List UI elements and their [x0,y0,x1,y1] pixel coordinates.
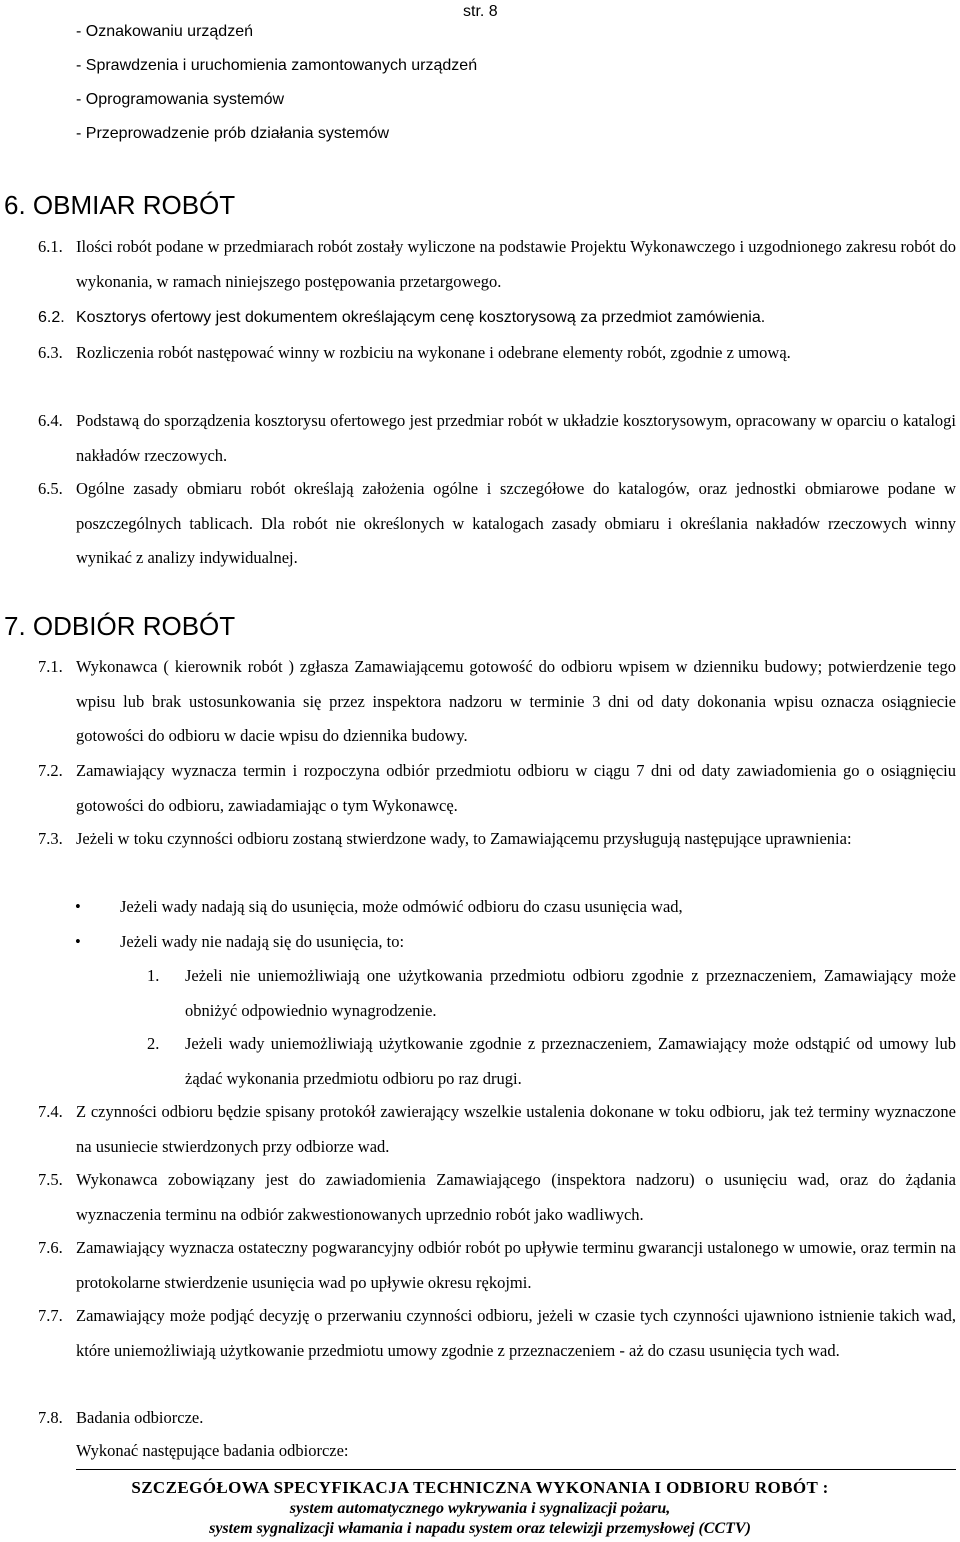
list-item: - Oznakowaniu urządzeń [76,23,253,40]
item-text: Jeżeli w toku czynności odbioru zostaną stwierdzone wady, to Zamawiającemu przysługują następujące uprawnienia: [76,829,852,848]
item-number: 7.8. [38,1408,63,1427]
item-text: Kosztorys ofertowy jest dokumentem określającym cenę kosztorysową za przedmiot zamówienia. [76,309,766,326]
footer-divider [76,1469,956,1470]
item-text: Zamawiający wyznacza termin i rozpoczyna odbiór przedmiotu odbioru w ciągu 7 dni od daty zawiadomienia go o osiągnięciu gotowości do odbioru, zawiadamiając o tym Wykonawcę. [76,761,956,815]
item-number: 6.3. [38,343,63,362]
item-text: Ogólne zasady obmiaru robót określają założenia ogólne i szczegółowe do katalogów, oraz jednostki obmiarowe podane w poszczególnych tablicach. Dla robót nie określonych w katalogach zasady obmiaru i określania nakładów rzeczowych winny wynikać z analizy indywidualnej. [76,479,956,567]
section-heading: 6. OBMIAR ROBÓT [4,190,236,220]
item-text: Podstawą do sporządzenia kosztorysu ofertowego jest przedmiar robót w układzie kosztorysowym, opracowany w oparciu o katalogi nakładów rzeczowych. [76,411,956,465]
item-number: 7.6. [38,1238,63,1257]
item-text: Jeżeli wady uniemożliwiają użytkowanie zgodnie z przeznaczeniem, Zamawiający może odstąpić od umowy lub żądać wykonania przedmiotu odbioru po raz drugi. [185,1034,956,1088]
item-number: 7.7. [38,1306,63,1325]
item-number: 1. [147,966,160,985]
list-item: - Sprawdzenia i uruchomienia zamontowanych urządzeń [76,57,478,74]
item-number: 7.3. [38,829,63,848]
paragraph [38,1095,956,1164]
paragraph [38,230,956,299]
item-number: 7.1. [38,657,63,676]
list-item: - Przeprowadzenie prób działania systemów [76,125,390,142]
bullet-icon: • [75,932,81,951]
item-text: Wykonawca ( kierownik robót ) zgłasza Zamawiającemu gotowość do odbioru wpisem w dzienniku budowy; potwierdzenie tego wpisu lub brak ustosunkowania się przez inspektora nadzoru w terminie 3 dni od daty dokonania wpisu oznacza osiągniecie gotowości do odbioru w dacie wpisu do dziennika budowy. [76,657,956,745]
item-text: Jeżeli nie uniemożliwiają one użytkowania przedmiotu odbioru zgodnie z przeznaczeniem, Zamawiający może obniżyć odpowiednio wynagrodzenie. [185,966,956,1020]
item-text: Zamawiający może podjąć decyzję o przerwaniu czynności odbioru, jeżeli w czasie tych czynności ujawniono istnienie takich wad, które uniemożliwiają użytkowanie przedmiotu umowy zgodnie z przeznaczeniem - aż do czasu usunięcia tych wad. [76,1306,956,1360]
paragraph [38,404,956,473]
item-text: Ilości robót podane w przedmiarach robót zostały wyliczone na podstawie Projektu Wykonawczego i uzgodnionego zakresu robót do wykonania, w ramach niniejszego postępowania przetargowego. [76,237,956,291]
list-item: - Oprogramowania systemów [76,91,285,108]
footer-subtitle: system automatycznego wykrywania i sygnalizacji pożaru, [289,1500,671,1517]
bullet-text: Jeżeli wady nadają sią do usunięcia, może odmówić odbioru do czasu usunięcia wad, [120,897,683,916]
bullet-item [75,925,405,960]
numbered-item [147,959,956,1028]
item-number: 2. [147,1034,160,1053]
item-number: 6.5. [38,479,63,498]
paragraph [38,822,956,857]
footer-title: SZCZEGÓŁOWA SPECYFIKACJA TECHNICZNA WYKONANIA I ODBIORU ROBÓT : [131,1478,829,1497]
paragraph [38,1231,956,1300]
paragraph [38,1163,956,1232]
paragraph [38,754,956,823]
item-number: 6.4. [38,411,63,430]
bullet-item [75,890,683,925]
bullet-icon: • [75,897,81,916]
paragraph [38,472,956,576]
paragraph [38,1299,956,1368]
item-number: 7.5. [38,1170,63,1189]
numbered-item [147,1027,956,1096]
item-text: Wykonawca zobowiązany jest do zawiadomienia Zamawiającego (inspektora nadzoru) o usunięciu wad, oraz do żądania wyznaczenia terminu na odbiór zakwestionowanych uprzednio robót jako wadliwych. [76,1170,956,1224]
section-heading: 7. ODBIÓR ROBÓT [4,611,236,641]
paragraph [38,301,956,336]
page-number: str. 8 [463,3,498,20]
item-text: Rozliczenia robót następować winny w rozbiciu na wykonane i odebrane elementy robót, zgodnie z umową. [76,343,791,362]
item-number: 6.1. [38,237,63,256]
item-number: 6.2. [38,309,65,326]
footer-subtitle: system sygnalizacji włamania i napadu system oraz telewizji przemysłowej (CCTV) [209,1520,751,1537]
item-text: Zamawiający wyznacza ostateczny pogwarancyjny odbiór robót po upływie terminu gwarancji ustalonego w umowie, oraz termin na protokolarne stwierdzenie usunięcia wad po upływie okresu rękojmi. [76,1238,956,1292]
closing-text: Wykonać następujące badania odbiorcze: [76,1441,349,1460]
bullet-text: Jeżeli wady nie nadają się do usunięcia, to: [120,932,405,951]
item-number: 7.2. [38,761,63,780]
paragraph [38,1401,956,1436]
item-text: Z czynności odbioru będzie spisany protokół zawierający wszelkie ustalenia dokonane w toku odbioru, jak też terminy wyznaczone na usuniecie stwierdzonych przy odbiorze wad. [76,1102,956,1156]
paragraph [38,336,956,371]
paragraph [38,650,956,754]
item-number: 7.4. [38,1102,63,1121]
item-text: Badania odbiorcze. [76,1408,204,1427]
